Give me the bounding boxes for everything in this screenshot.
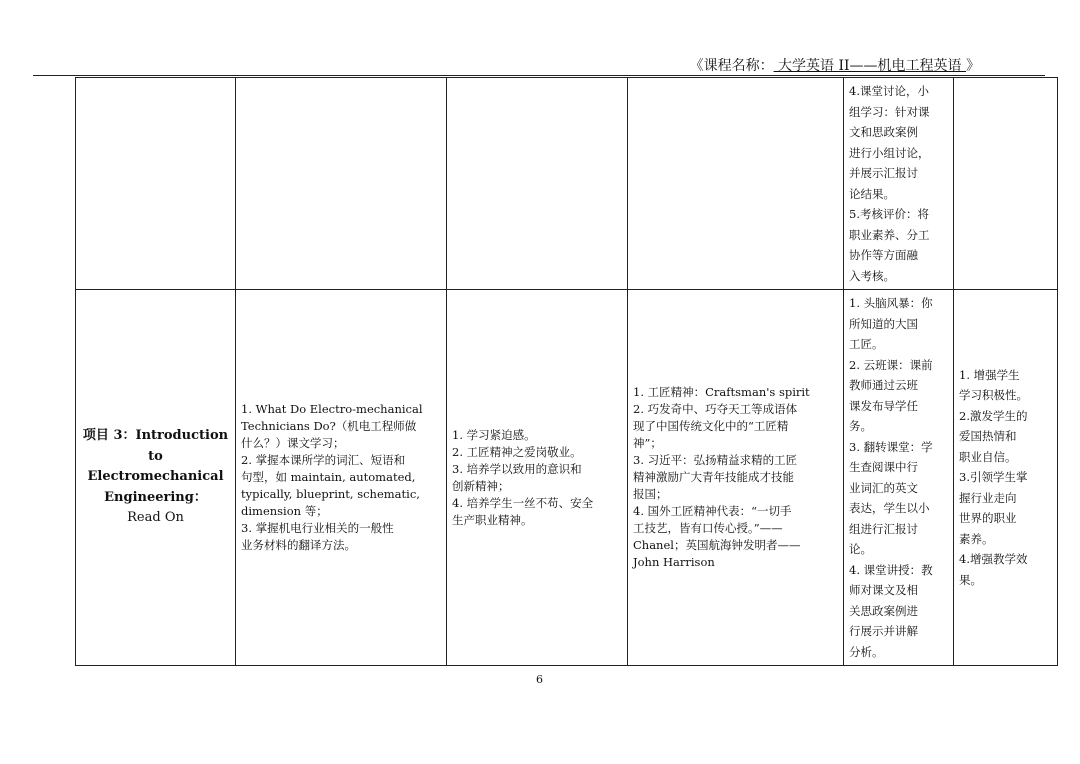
cell-text-line: 行展示并讲解 <box>849 624 918 638</box>
cell-text-line: 工匠。 <box>849 337 884 351</box>
cell-text-line: 4. 国外工匠精神代表：“一切手 <box>633 504 792 518</box>
cell-text-line: 4.课堂讨论，小 <box>849 84 929 98</box>
cell-text-line: 进行小组讨论， <box>849 145 930 160</box>
ideology-goals-cell <box>447 78 628 290</box>
cell-text-line: 文和思政案例 <box>849 125 918 139</box>
cell-text-line: 2. 云班课：课前 <box>849 357 933 372</box>
cell-text-line: 课发布导学任 <box>849 398 918 413</box>
project-title-line: to <box>148 448 163 464</box>
cell-text-line: 神”； <box>633 436 662 450</box>
cell-text-line: 现了中国传统文化中的“工匠精 <box>633 419 789 433</box>
cell-text-line: 业词汇的英文 <box>849 480 918 495</box>
cell-text-line: 关思政案例进 <box>849 603 918 618</box>
cell-text-line: 师对课文及相 <box>849 583 918 597</box>
syllabus-table <box>75 77 1058 666</box>
ideology-cases-cell <box>628 78 844 290</box>
objectives-cell <box>236 290 447 666</box>
objectives-cell <box>236 78 447 290</box>
cell-text-line: 组进行汇报讨 <box>849 521 918 536</box>
cell-text-line: 素养。 <box>959 531 994 546</box>
cell-text-line: 组学习：针对课 <box>849 104 930 119</box>
cell-text-line: 论结果。 <box>849 186 895 201</box>
cell-text-line: 2. 巧发奇中、巧夺天工等成语体 <box>633 402 798 416</box>
cell-text-line: 并展示汇报讨 <box>849 166 918 180</box>
cell-text-line: 职业自信。 <box>959 449 1017 464</box>
cell-text-line: 生产职业精神。 <box>452 512 533 527</box>
course-name: 大学英语 II——机电工程英语 <box>773 58 966 74</box>
cell-text-line: 4.增强教学效 <box>959 552 1028 567</box>
cell-text-line: 业务材料的翻译方法。 <box>241 538 356 552</box>
table-row <box>76 290 1058 666</box>
cell-text-line: 3. 掌握机电行业相关的一般性 <box>241 521 394 535</box>
cell-text-line: 3.引领学生掌 <box>959 470 1028 485</box>
cell-text-line: 协作等方面融 <box>849 248 918 262</box>
cell-text-line: 握行业走向 <box>959 490 1017 505</box>
project-title-line: Electromechanical <box>87 469 224 485</box>
cell-text-line: 5.考核评价：将 <box>849 207 929 221</box>
cell-text-line: 入考核。 <box>849 268 895 283</box>
project-cell <box>76 78 236 290</box>
cell-text-line: 3. 培养学以致用的意识和 <box>452 461 582 476</box>
cell-text-line: 1. 学习紧迫感。 <box>452 427 536 442</box>
cell-text-line: 分析。 <box>849 644 884 659</box>
cell-text-line: 果。 <box>959 572 982 587</box>
cell-text-line: 3. 习近平：弘扬精益求精的工匠 <box>633 453 798 467</box>
project-title-line: 项目 3：Introduction <box>82 428 229 444</box>
course-header-prefix: 《课程名称： <box>689 58 774 74</box>
cell-text-line: 1. 头脑风暴：你 <box>849 296 933 310</box>
table-row <box>76 78 1058 290</box>
cell-text-line: 2.激发学生的 <box>959 408 1028 423</box>
project-title-line: Engineering： <box>104 489 207 505</box>
cell-text-line: 1. What Do Electro-mechanical <box>241 402 423 416</box>
cell-text-line: Chanel；英国航海钟发明者—— <box>633 538 801 552</box>
cell-text-line: 表达，学生以小 <box>849 501 930 515</box>
cell-text-line: 1. 工匠精神：Craftsman's spirit <box>633 385 810 399</box>
project-cell <box>76 290 236 666</box>
course-header <box>690 55 980 75</box>
cell-text-line: 创新精神； <box>452 478 510 493</box>
cell-text-line: 务。 <box>849 419 872 433</box>
cell-text-line: 世界的职业 <box>959 511 1017 526</box>
cell-text-line: 1. 增强学生 <box>959 367 1020 382</box>
cell-text-line: 什么？）课文学习； <box>241 436 345 450</box>
course-header-suffix: 》 <box>966 58 980 74</box>
page-number: 6 <box>536 673 543 686</box>
project-subtitle: Read On <box>127 510 184 526</box>
cell-text-line: 4. 课堂讲授：教 <box>849 562 933 577</box>
cell-text-line: 生查阅课中行 <box>849 460 918 474</box>
cell-text-line: John Harrison <box>633 555 715 569</box>
teaching-effects-cell <box>954 290 1058 666</box>
cell-text-line: 学习积极性。 <box>959 388 1028 403</box>
cell-text-line: 3. 翻转课堂：学 <box>849 439 933 454</box>
cell-text-line: Technicians Do?（机电工程师做 <box>241 419 417 433</box>
teaching-methods-cell <box>844 290 954 666</box>
ideology-cases-cell <box>628 290 844 666</box>
cell-text-line: 4. 培养学生一丝不苟、安全 <box>452 495 594 510</box>
cell-text-line: 精神激励广大青年技能成才技能 <box>633 470 794 484</box>
cell-text-line: 2. 掌握本课所学的词汇、短语和 <box>241 453 406 467</box>
cell-text-line: 报国； <box>633 487 668 501</box>
cell-text-line: 爱国热情和 <box>959 429 1017 444</box>
cell-text-line: typically, blueprint, schematic, <box>241 487 420 501</box>
cell-text-line: 工技艺，皆有口传心授。”—— <box>633 521 783 535</box>
ideology-goals-cell <box>447 290 628 666</box>
cell-text-line: 职业素养、分工 <box>849 227 930 242</box>
cell-text-line: dimension 等； <box>241 504 328 518</box>
cell-text-line: 所知道的大国 <box>849 316 918 331</box>
cell-text-line: 2. 工匠精神之爱岗敬业。 <box>452 444 582 459</box>
teaching-effects-cell <box>954 78 1058 290</box>
cell-text-line: 教师通过云班 <box>849 378 918 392</box>
cell-text-line: 句型，如 maintain, automated, <box>241 470 416 484</box>
header-rule <box>33 75 1045 76</box>
cell-text-line: 论。 <box>849 542 872 556</box>
teaching-methods-cell <box>844 78 954 290</box>
